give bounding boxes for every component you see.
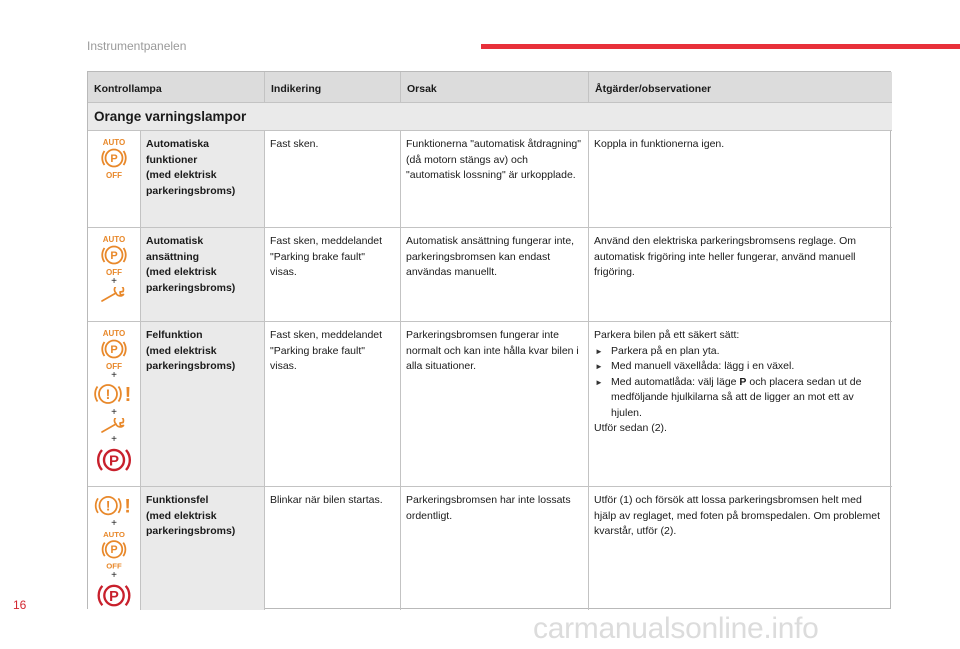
cause-text: Parkeringsbromsen har inte lossats ordentligt. bbox=[401, 487, 589, 610]
svg-text:!: ! bbox=[105, 498, 111, 514]
lamp-name: Automatisk ansättning (med elektrisk parkeringsbroms) bbox=[141, 228, 265, 322]
lamp-cell bbox=[88, 131, 141, 228]
chapter-title: Instrumentpanelen bbox=[87, 39, 187, 53]
svg-text:P: P bbox=[110, 250, 118, 262]
svg-text:OFF: OFF bbox=[106, 171, 122, 179]
page-number: 16 bbox=[13, 598, 27, 612]
lamp-cell bbox=[88, 228, 141, 322]
auto-p-off-icon bbox=[99, 137, 129, 179]
svg-text:P: P bbox=[109, 588, 119, 605]
wrench-icon bbox=[99, 287, 129, 303]
indication-text: Blinkar när bilen startas. bbox=[265, 487, 401, 610]
svg-text:P: P bbox=[110, 344, 118, 356]
header-accent-bar bbox=[481, 44, 960, 49]
svg-text:!: ! bbox=[124, 384, 132, 406]
action-bullet: ► Parkera på en plan yta. bbox=[594, 344, 886, 360]
plus-sign: + bbox=[111, 434, 117, 445]
action-list bbox=[594, 344, 886, 422]
column-header-cause: Orsak bbox=[401, 72, 589, 103]
column-header-lamp: Kontrollampa bbox=[88, 72, 265, 103]
svg-text:OFF: OFF bbox=[106, 268, 122, 276]
plus-sign: + bbox=[111, 518, 117, 530]
cause-text: Automatisk ansättning fungerar inte, parkeringsbromsen kan endast användas manuellt. bbox=[401, 228, 589, 322]
parking-brake-icon bbox=[95, 581, 133, 610]
column-header-actions: Åtgärder/observationer bbox=[589, 72, 892, 103]
svg-text:P: P bbox=[110, 153, 118, 165]
brake-fault-icon bbox=[94, 493, 134, 518]
svg-text:!: ! bbox=[105, 386, 111, 402]
watermark: carmanualsonline.info bbox=[533, 612, 819, 645]
cause-text: Parkeringsbromsen fungerar inte normalt och kan inte hålla kvar bilen i alla situationer. bbox=[401, 322, 589, 487]
brake-fault-icon bbox=[94, 381, 134, 407]
svg-text:AUTO: AUTO bbox=[103, 529, 125, 539]
svg-text:AUTO: AUTO bbox=[102, 138, 126, 147]
svg-text:!: ! bbox=[124, 495, 131, 518]
lamp-name: Funktionsfel (med elektrisk parkeringsbroms) bbox=[141, 487, 265, 610]
indication-text: Fast sken. bbox=[265, 131, 401, 228]
svg-text:P: P bbox=[110, 544, 118, 557]
auto-p-off-icon bbox=[99, 234, 129, 276]
plus-sign: + bbox=[111, 276, 117, 287]
action-text: Använd den elektriska parkeringsbromsens reglage. Om automatisk frigöring inte heller fungerar, använd manuell frigöring. bbox=[589, 228, 892, 322]
parking-brake-icon bbox=[95, 445, 133, 475]
auto-p-off-icon bbox=[99, 529, 129, 570]
svg-text:OFF: OFF bbox=[106, 561, 122, 570]
wrench-icon bbox=[99, 418, 129, 434]
action-text: Utför (1) och försök att lossa parkeringsbromsen helt med hjälp av reglaget, med foten på bromspedalen. Om problemet kvarstår, utför (2). bbox=[594, 494, 880, 537]
indication-text: Fast sken, meddelandet "Parking brake fault" visas. bbox=[265, 322, 401, 487]
action-bullet: ► Med manuell växellåda: lägg i en växel. bbox=[594, 359, 886, 375]
svg-text:AUTO: AUTO bbox=[102, 235, 126, 244]
warning-lamp-table bbox=[87, 71, 891, 609]
section-title: Orange varningslampor bbox=[88, 103, 892, 131]
plus-sign: + bbox=[111, 370, 117, 381]
lamp-cell bbox=[88, 322, 141, 487]
lamp-name: Automatiska funktioner (med elektrisk parkeringsbroms) bbox=[141, 131, 265, 228]
plus-sign: + bbox=[111, 407, 117, 418]
svg-text:P: P bbox=[108, 452, 120, 470]
auto-p-off-icon bbox=[99, 328, 129, 370]
action-text: Koppla in funktionerna igen. bbox=[589, 131, 892, 228]
plus-sign: + bbox=[111, 569, 117, 581]
action-text: Parkera bilen på ett säkert sätt: ► Parkera på en plan yta. ► Med manuell växellåda: lägg i en växel. ► Med automatlåda: välj läge P och placera sedan ut de medföljande hjulkilarna så att de ligger an mot ett av hjulen. Utför sedan (2). bbox=[589, 322, 892, 487]
lamp-cell bbox=[88, 487, 141, 610]
cause-text: Funktionerna "automatisk åtdragning" (då motorn stängs av) och "automatisk lossning" är urkopplade. bbox=[401, 131, 589, 228]
lamp-name: Felfunktion (med elektrisk parkeringsbroms) bbox=[141, 322, 265, 487]
svg-text:OFF: OFF bbox=[106, 362, 122, 370]
svg-text:AUTO: AUTO bbox=[102, 329, 126, 338]
indication-text: Fast sken, meddelandet "Parking brake fault" visas. bbox=[265, 228, 401, 322]
action-bullet: ► Med automatlåda: välj läge P och placera sedan ut de medföljande hjulkilarna så att de ligger an mot ett av hjulen. bbox=[594, 375, 886, 422]
column-header-indication: Indikering bbox=[265, 72, 401, 103]
